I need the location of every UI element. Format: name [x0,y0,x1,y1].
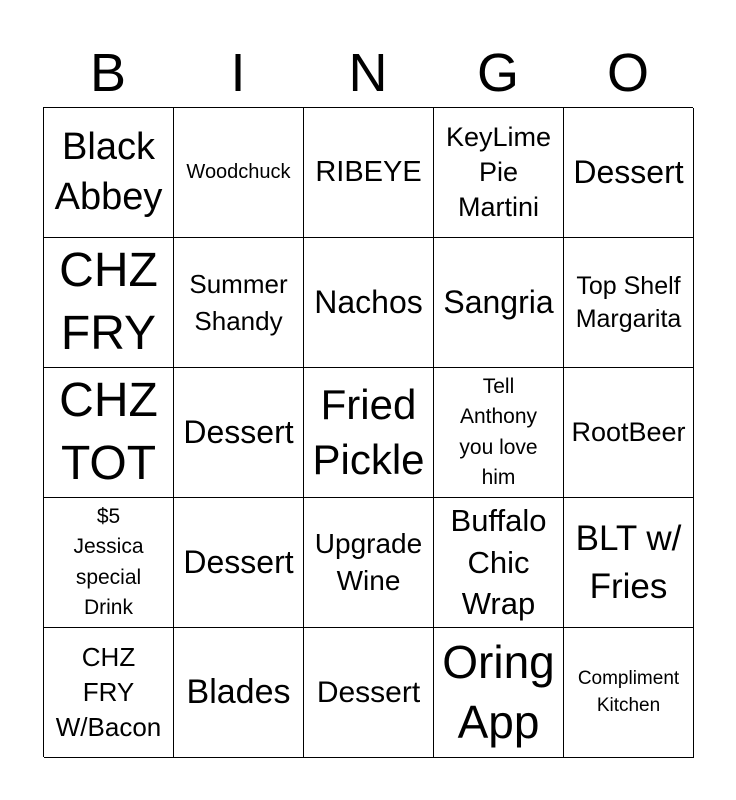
bingo-cell[interactable]: Summer Shandy [174,238,304,368]
bingo-cell[interactable]: RootBeer [564,368,694,498]
bingo-cell[interactable]: Top Shelf Margarita [564,238,694,368]
bingo-cell[interactable]: $5 Jessica special Drink [44,498,174,628]
bingo-cell[interactable]: CHZ FRY W/Bacon [44,628,174,758]
bingo-cell[interactable]: Fried Pickle [304,368,434,498]
bingo-header [43,40,693,106]
bingo-cell[interactable]: KeyLime Pie Martini [434,108,564,238]
header-letter-n: N [348,43,388,103]
bingo-cell[interactable]: Dessert [174,368,304,498]
bingo-cell[interactable]: Black Abbey [44,108,174,238]
bingo-board [43,107,693,757]
bingo-cell[interactable]: RIBEYE [304,108,434,238]
bingo-cell[interactable]: Dessert [174,498,304,628]
bingo-cell[interactable]: Buffalo Chic Wrap [434,498,564,628]
bingo-cell[interactable]: BLT w/ Fries [564,498,694,628]
bingo-cell[interactable]: Dessert [564,108,694,238]
bingo-cell[interactable]: Compliment Kitchen [564,628,694,758]
bingo-cell[interactable]: Blades [174,628,304,758]
header-letter-o: O [606,43,649,103]
bingo-cell[interactable]: Upgrade Wine [304,498,434,628]
bingo-cell[interactable]: Oring App [434,628,564,758]
bingo-cell[interactable]: CHZ FRY [44,238,174,368]
bingo-cell[interactable]: Sangria [434,238,564,368]
bingo-cell[interactable]: Woodchuck [174,108,304,238]
bingo-cell[interactable]: CHZ TOT [44,368,174,498]
bingo-cell[interactable]: Tell Anthony you love him [434,368,564,498]
header-letter-i: I [230,43,246,103]
header-letter-b: B [89,43,127,103]
bingo-cell[interactable]: Dessert [304,628,434,758]
bingo-cell[interactable]: Nachos [304,238,434,368]
header-letter-g: G [476,43,519,103]
